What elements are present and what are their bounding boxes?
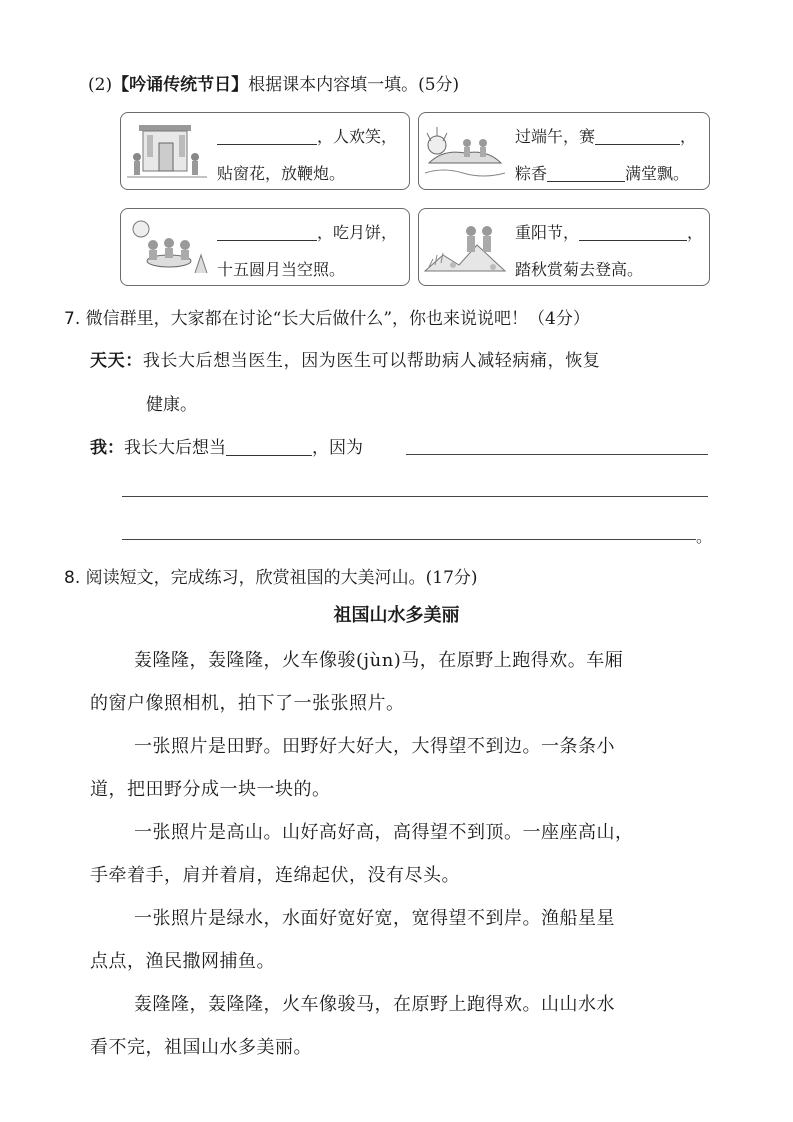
festival-card-spring — [120, 112, 410, 190]
answer-writing-line[interactable] — [122, 496, 708, 497]
answer-writing-line[interactable] — [122, 539, 696, 540]
paragraph-line: 点点，渔民撒网捕鱼。 — [90, 951, 275, 972]
paragraph-line: 道，把田野分成一块一块的。 — [90, 779, 331, 800]
festival-card-mid-autumn — [120, 208, 410, 286]
card-text: 过端午，赛 — [515, 127, 596, 146]
card-line-2: 踏秋赏菊去登高。 — [515, 260, 644, 279]
question-8-title — [64, 563, 478, 588]
fill-blank[interactable] — [217, 128, 317, 145]
article-title: 祖国山水多美丽 — [333, 605, 460, 626]
answer-text: ，因为 — [312, 438, 363, 458]
question-6-part2-header — [88, 70, 459, 95]
paragraph-line: 看不完，祖国山水多美丽。 — [90, 1037, 312, 1058]
tiantian-answer-line2: 健康。 — [146, 395, 197, 415]
mid-autumn-picture — [125, 215, 209, 279]
festival-card-double-ninth — [418, 208, 710, 286]
card-line-1 — [217, 220, 397, 243]
card-line-2: 贴窗花，放鞭炮。 — [217, 164, 346, 183]
paragraph-line: 的窗户像照相机，拍下了一张张照片。 — [90, 693, 405, 714]
answer-text: 我长大后想当 — [124, 438, 226, 458]
card-text: ，人欢笑， — [317, 127, 398, 146]
fill-blank[interactable] — [595, 128, 680, 145]
card-text: ， — [680, 127, 697, 146]
paragraph-line: 轰隆隆，轰隆隆，火车像骏马，在原野上跑得欢。山山水水 — [134, 994, 615, 1015]
card-text: 重阳节， — [515, 223, 580, 242]
speaker-label: 天天： — [90, 351, 143, 371]
question-number: 7. — [64, 309, 81, 329]
paragraph-line: 一张照片是绿水，水面好宽好宽，宽得望不到岸。渔船星星 — [134, 908, 615, 929]
end-period: 。 — [696, 527, 713, 546]
section-tag: 【吟诵传统节日】 — [112, 75, 249, 95]
question-7-title — [64, 304, 590, 329]
paragraph-line: 手牵着手，肩并着肩，连绵起伏，没有尽头。 — [90, 865, 460, 886]
fill-blank[interactable] — [217, 224, 317, 241]
question-text: 微信群里，大家都在讨论“长大后做什么”，你也来说说吧！（4分） — [85, 309, 590, 329]
part-number: (2) — [88, 75, 113, 95]
festival-card-dragon-boat — [418, 112, 710, 190]
paragraph-line: 轰隆隆，轰隆隆，火车像骏(jùn)马，在原野上跑得欢。车厢 — [134, 650, 624, 671]
dragon-boat-picture — [423, 119, 507, 183]
card-text: ， — [687, 223, 704, 242]
card-line-1 — [515, 124, 696, 147]
my-answer-line1 — [90, 433, 363, 458]
double-ninth-picture — [423, 215, 507, 279]
answer-text: 我长大后想当医生，因为医生可以帮助病人减轻病痛，恢复 — [142, 351, 601, 371]
card-text: 满堂飘。 — [625, 164, 690, 183]
card-line-2: 十五圆月当空照。 — [217, 260, 346, 279]
card-line-1 — [217, 124, 397, 147]
speaker-label: 我： — [90, 438, 124, 458]
card-text: 粽香 — [515, 164, 548, 183]
paragraph-line: 一张照片是高山。山好高好高，高得望不到顶。一座座高山， — [134, 822, 634, 843]
job-blank[interactable] — [226, 439, 312, 456]
instruction-text: 根据课本内容填一填。(5分) — [248, 75, 460, 95]
fill-blank[interactable] — [547, 165, 625, 182]
question-text: 阅读短文，完成练习，欣赏祖国的大美河山。(17分) — [85, 568, 478, 588]
question-number: 8. — [64, 568, 81, 588]
card-text: ，吃月饼， — [317, 223, 398, 242]
fill-blank[interactable] — [579, 224, 687, 241]
answer-writing-line[interactable] — [406, 454, 708, 455]
card-line-2 — [515, 161, 689, 184]
paragraph-line: 一张照片是田野。田野好大好大，大得望不到边。一条条小 — [134, 736, 615, 757]
card-line-1 — [515, 220, 703, 243]
tiantian-answer-line1 — [90, 346, 600, 371]
spring-festival-picture — [125, 119, 209, 183]
